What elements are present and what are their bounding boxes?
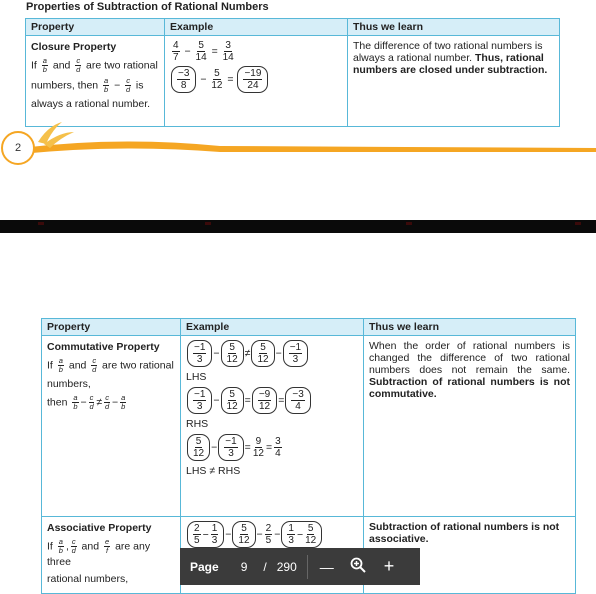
add-button[interactable]: +	[383, 556, 395, 576]
table-row	[26, 36, 560, 127]
lhs-ne-rhs: LHS ≠ RHS	[186, 465, 241, 477]
associative-example-1: $\frac{2}{5}$ − $\frac{1}{3}$ − $\frac{5}{12}$ − $\frac{2}{5}$ − $\frac{1}{3}$ − $\frac{5}{12}$	[186, 521, 358, 548]
lhs-label: LHS	[186, 371, 207, 383]
zoom-out-button[interactable]: —	[319, 558, 334, 575]
header-thus-we-learn: Thus we learn	[364, 319, 576, 336]
header-example: Example	[165, 19, 348, 36]
current-page-input[interactable]: 9	[240, 559, 248, 574]
header-example: Example	[181, 319, 364, 336]
commutative-learn-cell: When the order of rational numbers is changed the difference of two rational numbers does not remain the same. Subtraction of rational numbers is not commutative.	[364, 336, 576, 517]
header-property: Property	[26, 19, 165, 36]
section-title: Properties of Subtraction of Rational Numbers	[26, 1, 269, 13]
table-header-row	[26, 19, 560, 36]
toolbar-divider	[307, 555, 308, 579]
zoom-in-icon[interactable]	[350, 557, 366, 576]
page-separator-slash: /	[263, 559, 267, 574]
commutative-example-2: $\frac{-1}{3}$ − $\frac{5}{12}$ = $\frac{-9}{12}$ = $\frac{-3}{4}$	[186, 387, 358, 414]
rhs-label: RHS	[186, 418, 209, 430]
closure-learn-cell: The difference of two rational numbers is always a rational number. Thus, rational numbers are closed under subtraction.	[348, 36, 560, 127]
page-number-badge: 2	[1, 131, 35, 165]
closure-description: If $\frac{a}{b}$ and $\frac{c}{d}$ are two rational	[31, 56, 158, 74]
page-separator	[0, 220, 596, 233]
associative-property-name: Associative Property	[47, 522, 152, 534]
closure-example-2: $\frac{-3}{8}$ − $\frac{5}{12}$ = $\frac{-19}{24}$	[170, 66, 342, 93]
commutative-property-cell: Commutative Property If $\frac{a}{b}$ and $\frac{c}{d}$ are two rational numbers, then $\frac{a}{b}$ − $\frac{c}{d}$ ≠ $\frac{c}{d}$ − $\frac{a}{b}$	[42, 336, 181, 517]
total-pages: 290	[276, 559, 297, 574]
page-decoration	[0, 118, 596, 170]
closure-example-1: $\frac{4}{7}$ − $\frac{5}{14}$ = $\frac{3}{14}$	[173, 40, 234, 63]
closure-property-cell: Closure Property If $\frac{a}{b}$ and $\frac{c}{d}$ are two rational numbers, then $\frac{a}{b}$ − $\frac{c}{d}$ is always a rational number.	[26, 36, 165, 127]
table-header-row	[42, 319, 576, 336]
commutative-property-name: Commutative Property	[47, 341, 160, 353]
commutative-example-cell	[181, 336, 364, 517]
page-label: Page	[190, 559, 219, 574]
associative-property-cell: Associative Property If $\frac{a}{b}$ , $\frac{c}{d}$ and $\frac{e}{f}$ are any three rational numbers,	[42, 517, 181, 594]
commutative-example-3: $\frac{5}{12}$ − $\frac{-1}{3}$ = $\frac{9}{12}$ = $\frac{3}{4}$	[186, 434, 358, 461]
header-thus-we-learn: Thus we learn	[348, 19, 560, 36]
page-navigation-bar	[180, 548, 420, 585]
associative-learn-cell: Subtraction of rational numbers is not associative.	[364, 517, 576, 594]
properties-table-top	[25, 18, 560, 127]
table-row	[42, 336, 576, 517]
commutative-example-1: $\frac{-1}{3}$ − $\frac{5}{12}$ ≠ $\frac{5}{12}$ − $\frac{-1}{3}$	[186, 340, 358, 367]
closure-example-cell	[165, 36, 348, 127]
header-property: Property	[42, 319, 181, 336]
closure-property-name: Closure Property	[31, 41, 117, 53]
